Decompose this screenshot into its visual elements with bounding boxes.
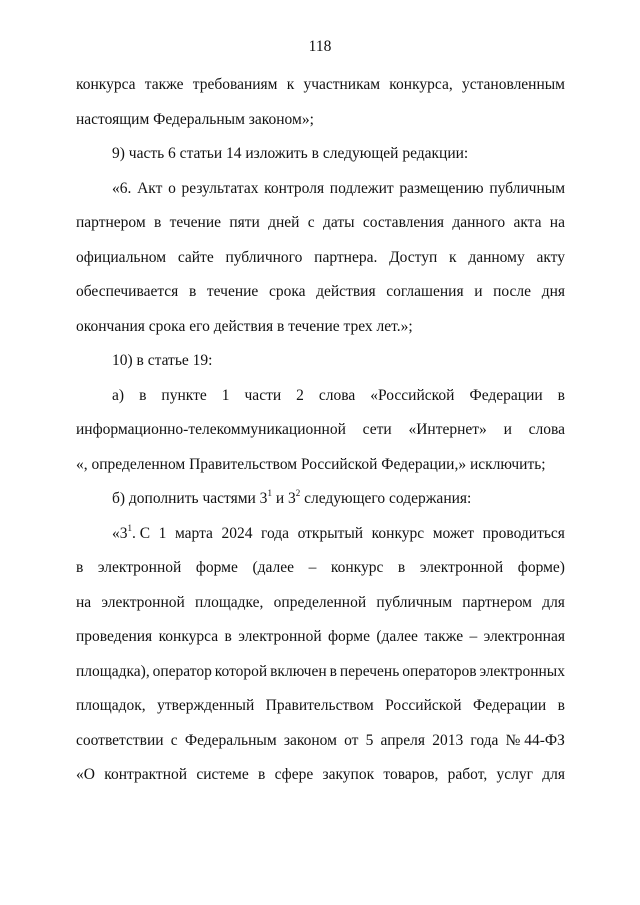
- text-word: для: [542, 766, 565, 783]
- text-word: может: [432, 524, 475, 542]
- text-line: 10) в статье 19:: [112, 352, 213, 369]
- text-line: «, определенном Правительством Российской Федерации,» исключить;: [76, 455, 546, 473]
- text-word: определенной: [273, 593, 367, 611]
- text-word: Федерации: [469, 386, 543, 404]
- text-word: к: [286, 76, 295, 93]
- text-fragment: . С: [132, 524, 151, 542]
- text-word: –: [469, 628, 478, 645]
- text-word: на: [549, 214, 565, 231]
- text-word: «Российской: [370, 386, 455, 404]
- text-fragment: б) дополнить частями 3: [112, 490, 268, 507]
- text-word: срока: [268, 283, 306, 300]
- text-word: акту: [536, 248, 565, 266]
- text-word: с: [307, 214, 315, 231]
- text-word: участникам: [303, 76, 381, 93]
- text-line: 9) часть 6 статьи 14 изложить в следующей редакции:: [112, 145, 469, 162]
- text-word: и: [503, 421, 512, 438]
- text-line-b: [76, 482, 565, 517]
- text-word: части: [244, 386, 282, 404]
- text-word: 1: [221, 386, 230, 404]
- text-word: для: [542, 593, 565, 611]
- text-line: [76, 241, 565, 276]
- text-word: о: [168, 179, 176, 197]
- text-word: с: [170, 731, 178, 749]
- text-word: –: [308, 559, 317, 576]
- text-line: [76, 275, 565, 310]
- text-word: Федерации: [472, 697, 547, 714]
- text-line: [76, 68, 565, 103]
- superscript: 1: [127, 522, 132, 533]
- text-word: в: [257, 766, 266, 783]
- text-block-1: [76, 68, 565, 482]
- text-word: требованиям: [192, 76, 278, 93]
- text-word: даты: [322, 214, 355, 231]
- text-word: конкурса: [158, 628, 219, 645]
- text-word: публичным: [489, 179, 565, 197]
- text-word: дня: [541, 283, 565, 300]
- text-word: в: [397, 559, 406, 576]
- text-word: контроля: [264, 179, 325, 197]
- text-word: электронной: [101, 593, 185, 611]
- text-line: [76, 172, 565, 207]
- text-line: [76, 655, 565, 690]
- text-word: площадок,: [76, 697, 146, 714]
- text-word: (далее: [252, 559, 294, 576]
- text-word: обеспечивается: [76, 283, 179, 300]
- text-word: операторов: [402, 662, 477, 680]
- text-word: акта: [513, 214, 542, 231]
- text-word: № 44-ФЗ: [505, 731, 565, 749]
- text-word: Российской: [385, 697, 462, 714]
- text-word: информационно-телекоммуникационной: [76, 421, 346, 438]
- text-word: также: [144, 76, 184, 93]
- text-word: включен: [270, 662, 327, 680]
- text-word: 5: [365, 731, 374, 749]
- text-word: площадке,: [195, 593, 264, 611]
- text-block-2: [76, 551, 565, 793]
- text-line: [76, 206, 565, 241]
- text-word: проведения: [76, 628, 153, 645]
- text-word: форме: [328, 628, 370, 645]
- text-line: [76, 724, 565, 759]
- text-word: пяти: [229, 214, 260, 231]
- text-word: апреля: [380, 731, 425, 749]
- text-word: [112, 517, 150, 552]
- text-word: Доступ: [389, 248, 438, 266]
- text-word: открытый: [297, 524, 364, 542]
- superscript: 2: [295, 488, 301, 498]
- text-word: действия: [316, 283, 376, 300]
- text-word: публичного: [225, 248, 303, 266]
- text-word: а): [112, 386, 125, 404]
- text-word: в: [188, 283, 197, 300]
- text-word: данному: [468, 248, 525, 266]
- text-word: слова: [318, 386, 356, 404]
- text-word: года: [470, 731, 499, 749]
- text-word: в: [557, 697, 565, 714]
- text-line: [76, 689, 565, 724]
- text-word: в: [557, 386, 565, 404]
- text-word: контрактной: [104, 766, 188, 783]
- text-word: в: [224, 628, 232, 645]
- page-number: 118: [308, 38, 332, 55]
- text-word: Правительством: [265, 697, 374, 714]
- text-word: 2024: [221, 524, 253, 542]
- text-word: электронной: [97, 559, 182, 576]
- text-word: «Интернет»: [408, 421, 487, 438]
- text-word: соглашения: [386, 283, 464, 300]
- text-word: в: [76, 559, 84, 576]
- text-word: подлежит: [329, 179, 394, 197]
- text-word: форме): [517, 559, 565, 576]
- text-line: настоящим Федеральным законом»;: [76, 110, 314, 128]
- text-line: окончания срока его действия в течение трех лет.»;: [76, 317, 413, 335]
- text-word: в: [139, 386, 147, 404]
- text-line: [76, 620, 565, 655]
- text-word: результатах: [181, 179, 259, 197]
- text-word: слова: [528, 421, 565, 438]
- text-word: законом: [283, 731, 337, 749]
- text-word: течение: [206, 283, 259, 300]
- text-word: также: [424, 628, 464, 645]
- text-line: [76, 586, 565, 621]
- text-word: после: [493, 283, 532, 300]
- text-fragment: следующего содержания:: [300, 490, 472, 507]
- text-word: проводиться: [482, 524, 565, 542]
- text-word: конкурса,: [389, 76, 453, 93]
- text-word: Федеральным: [184, 731, 277, 749]
- superscript: 1: [267, 488, 272, 498]
- text-word: течение: [169, 214, 222, 231]
- text-word: сети: [362, 421, 392, 438]
- text-word: услуг: [496, 766, 533, 783]
- text-word: публичным: [376, 593, 453, 611]
- text-word: конкурс: [330, 559, 384, 576]
- text-word: составления: [362, 214, 445, 231]
- text-word: электронная: [483, 628, 565, 645]
- text-word: электронной: [238, 628, 322, 645]
- text-word: утвержденный: [157, 697, 255, 714]
- text-word: партнером: [462, 593, 532, 611]
- text-word: закупок: [322, 766, 375, 783]
- document-body: [76, 68, 565, 793]
- text-word: к: [449, 248, 457, 266]
- text-word: (далее: [376, 628, 418, 645]
- text-word: электронной: [419, 559, 504, 576]
- text-word: площадка),: [76, 662, 150, 680]
- text-word: электронных: [479, 662, 565, 680]
- text-word: которой: [214, 662, 268, 680]
- text-word: года: [261, 524, 290, 542]
- text-fragment: и 3: [271, 490, 296, 507]
- text-word: в: [329, 662, 337, 680]
- text-line: [76, 413, 565, 448]
- text-fragment: «3: [112, 524, 128, 542]
- text-word: размещению: [399, 179, 484, 197]
- text-word: конкурса: [76, 76, 136, 93]
- text-word: 2013: [432, 731, 464, 749]
- text-word: и: [474, 283, 483, 300]
- text-word: системе: [196, 766, 249, 783]
- text-word: дней: [268, 214, 300, 231]
- text-word: сфере: [274, 766, 314, 783]
- text-word: работ,: [447, 766, 488, 783]
- text-word: на: [76, 593, 92, 611]
- text-word: «6.: [112, 179, 132, 197]
- text-word: установленным: [461, 76, 565, 93]
- text-line: [76, 379, 565, 414]
- text-word: товаров,: [383, 766, 439, 783]
- text-word: марта: [174, 524, 213, 542]
- text-word: в: [153, 214, 162, 231]
- text-line-3-1: [76, 517, 565, 552]
- text-word: перечень: [339, 662, 400, 680]
- text-word: партнера.: [314, 248, 378, 266]
- text-word: данного: [452, 214, 506, 231]
- text-word: конкурс: [371, 524, 425, 542]
- text-word: 2: [296, 386, 304, 404]
- text-word: оператор: [152, 662, 212, 680]
- text-word: Акт: [137, 179, 163, 197]
- text-line: [76, 758, 565, 793]
- text-word: официальном: [76, 248, 167, 266]
- text-word: форме: [195, 559, 238, 576]
- text-word: 1: [158, 524, 167, 542]
- text-word: партнером: [76, 214, 146, 231]
- text-word: сайте: [177, 248, 214, 266]
- text-word: пункте: [161, 386, 207, 404]
- text-line: [76, 551, 565, 586]
- text-word: «О: [76, 766, 95, 783]
- text-word: соответствии: [76, 731, 164, 749]
- text-word: от: [344, 731, 359, 749]
